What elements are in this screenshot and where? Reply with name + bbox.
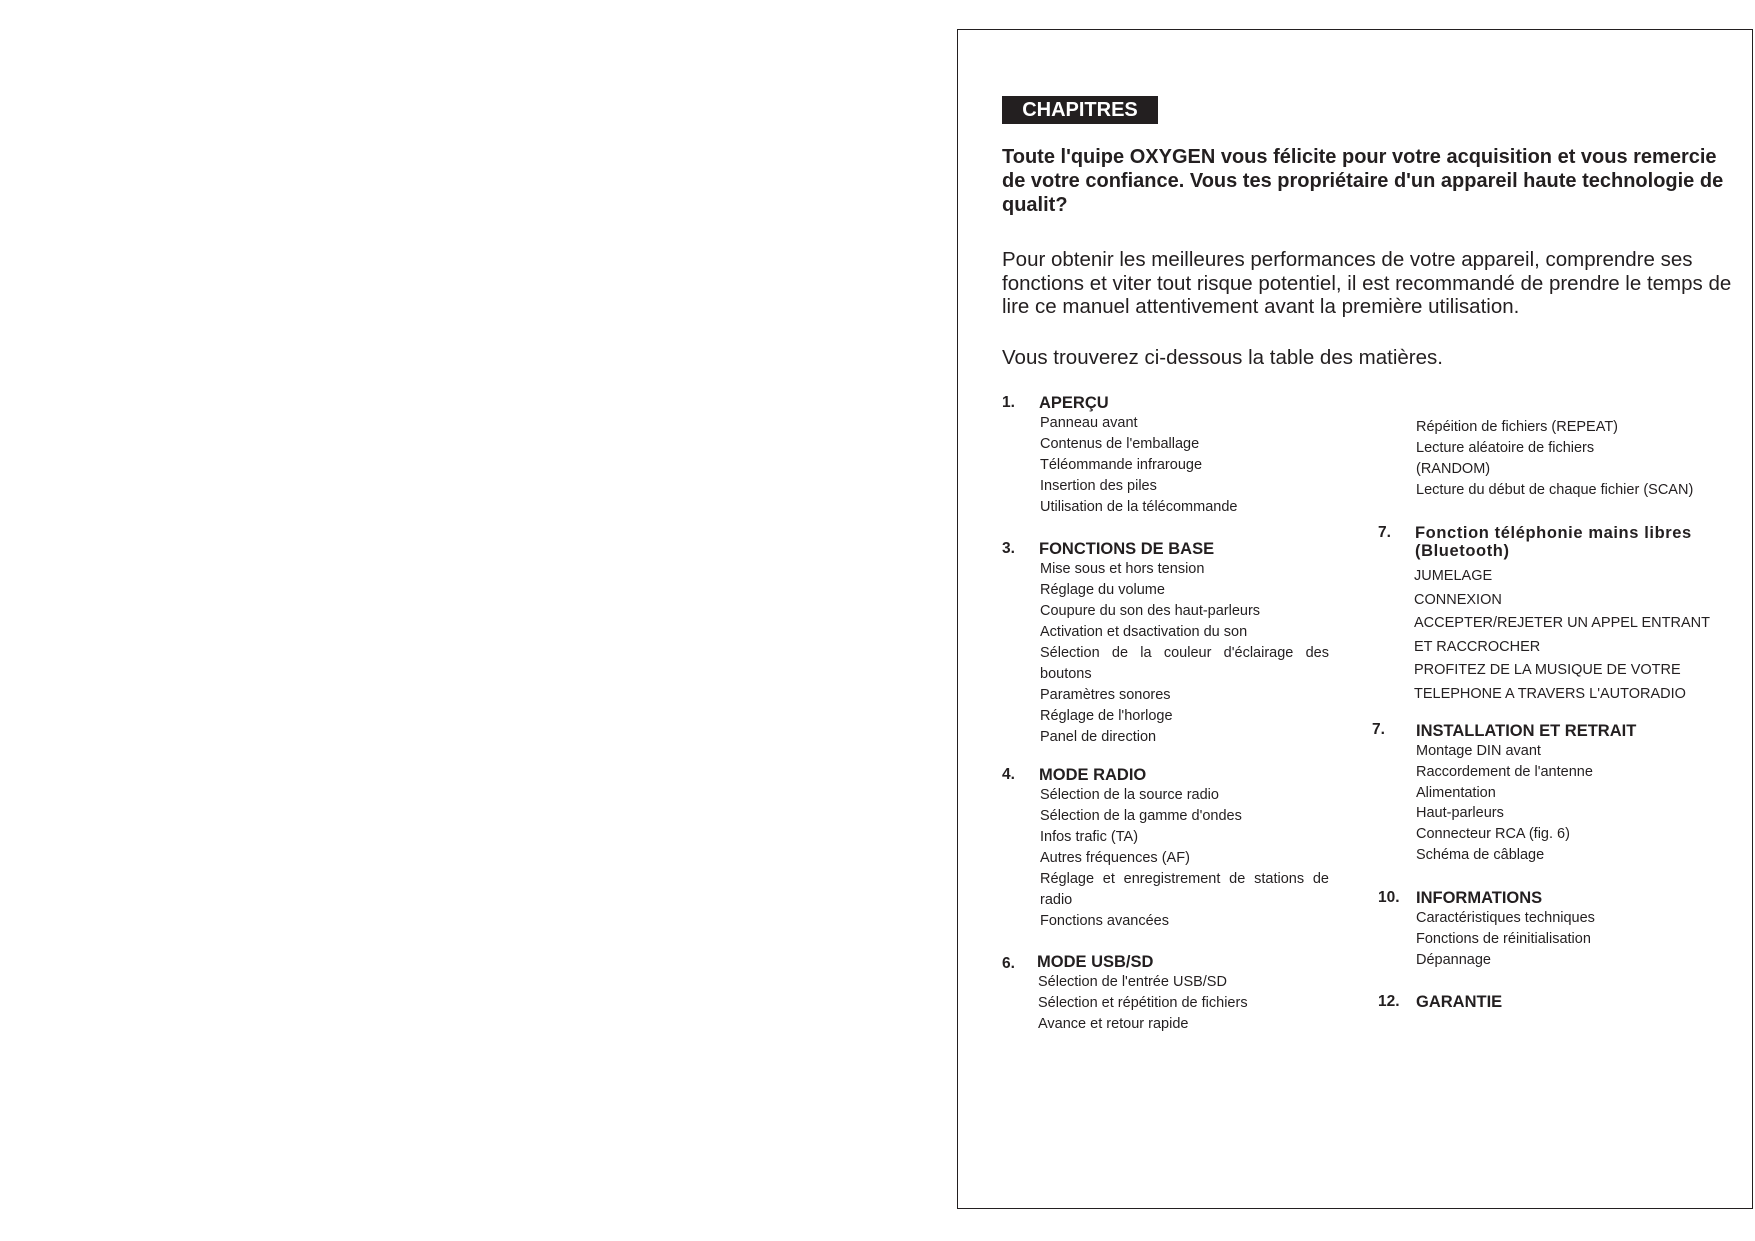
- list-item: Raccordement de l'antenne: [1416, 763, 1593, 780]
- list-item: Panel de direction: [1040, 729, 1157, 745]
- list-item: Sélection de la source radio: [1040, 787, 1219, 803]
- list-item: Infos trafic (TA): [1040, 829, 1139, 845]
- list-item: Utilisation de la télécommande: [1040, 499, 1238, 515]
- list-item: Montage DIN avant: [1416, 743, 1541, 759]
- list-item: Téléommande infrarouge: [1040, 457, 1203, 473]
- section-title-bluetooth: Fonction téléphonie mains libres (Bluetooth): [1415, 524, 1692, 560]
- section-list-usb-continued: [1416, 417, 1693, 501]
- list-item: Réglage de l'horloge: [1040, 708, 1173, 724]
- list-item: Répéition de fichiers (REPEAT): [1416, 419, 1619, 435]
- list-item: Coupure du son des haut-parleurs: [1040, 603, 1261, 619]
- section-number-apercu: 1.: [1002, 394, 1015, 411]
- list-item: JUMELAGE: [1414, 568, 1493, 584]
- manual-page: [957, 29, 1753, 1209]
- list-item: Alimentation: [1416, 784, 1496, 801]
- section-number-bluetooth: 7.: [1378, 524, 1391, 541]
- intro-paragraph: Pour obtenir les meilleures performances de votre appareil, comprendre ses fonctions et viter tout risque potentiel, il est recommandé de prendre le temps de lire ce manuel attentivement avant la première utilisation.: [1002, 248, 1732, 318]
- section-number-installation: 7.: [1372, 721, 1385, 738]
- list-item: Schéma de câblage: [1416, 846, 1545, 863]
- list-item: Mise sous et hors tension: [1040, 561, 1205, 577]
- list-item: Fonctions de réinitialisation: [1416, 930, 1591, 947]
- list-item: Caractéristiques techniques: [1416, 910, 1595, 926]
- list-item: Paramètres sonores: [1040, 687, 1171, 703]
- chapitres-badge: CHAPITRES: [1002, 96, 1158, 124]
- section-number-radio: 4.: [1002, 766, 1015, 783]
- list-item: Réglage et enregistrement de stations de: [1040, 871, 1329, 887]
- section-list-radio: [1040, 785, 1329, 932]
- section-list-usb: [1038, 972, 1248, 1035]
- list-item: ET RACCROCHER: [1414, 638, 1541, 655]
- section-number-base: 3.: [1002, 540, 1015, 557]
- list-item: ACCEPTER/REJETER UN APPEL ENTRANT: [1414, 615, 1710, 631]
- section-title-garantie: GARANTIE: [1416, 993, 1503, 1011]
- section-title-apercu: APERÇU: [1039, 394, 1109, 412]
- list-item: Activation et dsactivation du son: [1040, 624, 1248, 640]
- list-item: Sélection et répétition de fichiers: [1038, 995, 1248, 1011]
- section-list-informations: [1416, 908, 1595, 970]
- list-item: Lecture aléatoire de fichiers: [1416, 440, 1595, 456]
- list-item: Fonctions avancées: [1040, 913, 1169, 929]
- section-list-apercu: [1040, 413, 1237, 518]
- list-item: Insertion des piles: [1040, 478, 1157, 494]
- section-title-radio: MODE RADIO: [1039, 766, 1147, 784]
- list-item: radio: [1040, 892, 1073, 908]
- section-list-bluetooth: [1414, 565, 1710, 706]
- list-item: Lecture du début de chaque fichier (SCAN): [1416, 482, 1694, 498]
- section-number-usb: 6.: [1002, 955, 1015, 972]
- list-item: CONNEXION: [1414, 591, 1502, 608]
- section-title-informations: INFORMATIONS: [1416, 889, 1543, 907]
- list-item: Sélection de la couleur d'éclairage des: [1040, 645, 1329, 661]
- list-item: Autres fréquences (AF): [1040, 850, 1190, 866]
- list-item: PROFITEZ DE LA MUSIQUE DE VOTRE: [1414, 662, 1681, 678]
- list-item: Contenus de l'emballage: [1040, 436, 1200, 452]
- section-title-usb: MODE USB/SD: [1037, 953, 1154, 971]
- list-item: (RANDOM): [1416, 461, 1491, 477]
- section-list-base: [1040, 559, 1329, 748]
- intro-bold-text: Toute l'quipe OXYGEN vous félicite pour votre acquisition et vous remercie de votre confiance. Vous tes propriétaire d'un appareil haute technologie de qualit?: [1002, 146, 1724, 216]
- section-number-garantie: 12.: [1378, 993, 1400, 1010]
- list-item: boutons: [1040, 666, 1092, 682]
- list-item: Haut-parleurs: [1416, 805, 1504, 822]
- list-item: Réglage du volume: [1040, 582, 1165, 598]
- section-number-informations: 10.: [1378, 889, 1400, 906]
- toc-intro: Vous trouverez ci-dessous la table des matières.: [1002, 346, 1443, 369]
- list-item: Dépannage: [1416, 951, 1491, 968]
- list-item: Sélection de la gamme d'ondes: [1040, 808, 1242, 824]
- list-item: Panneau avant: [1040, 415, 1138, 431]
- list-item: TELEPHONE A TRAVERS L'AUTORADIO: [1414, 685, 1686, 702]
- section-title-installation: INSTALLATION ET RETRAIT: [1416, 722, 1637, 740]
- list-item: Connecteur RCA (fig. 6): [1416, 826, 1570, 843]
- list-item: Avance et retour rapide: [1038, 1016, 1189, 1032]
- list-item: Sélection de l'entrée USB/SD: [1038, 974, 1227, 990]
- section-list-installation: [1416, 741, 1593, 866]
- section-title-base: FONCTIONS DE BASE: [1039, 540, 1215, 558]
